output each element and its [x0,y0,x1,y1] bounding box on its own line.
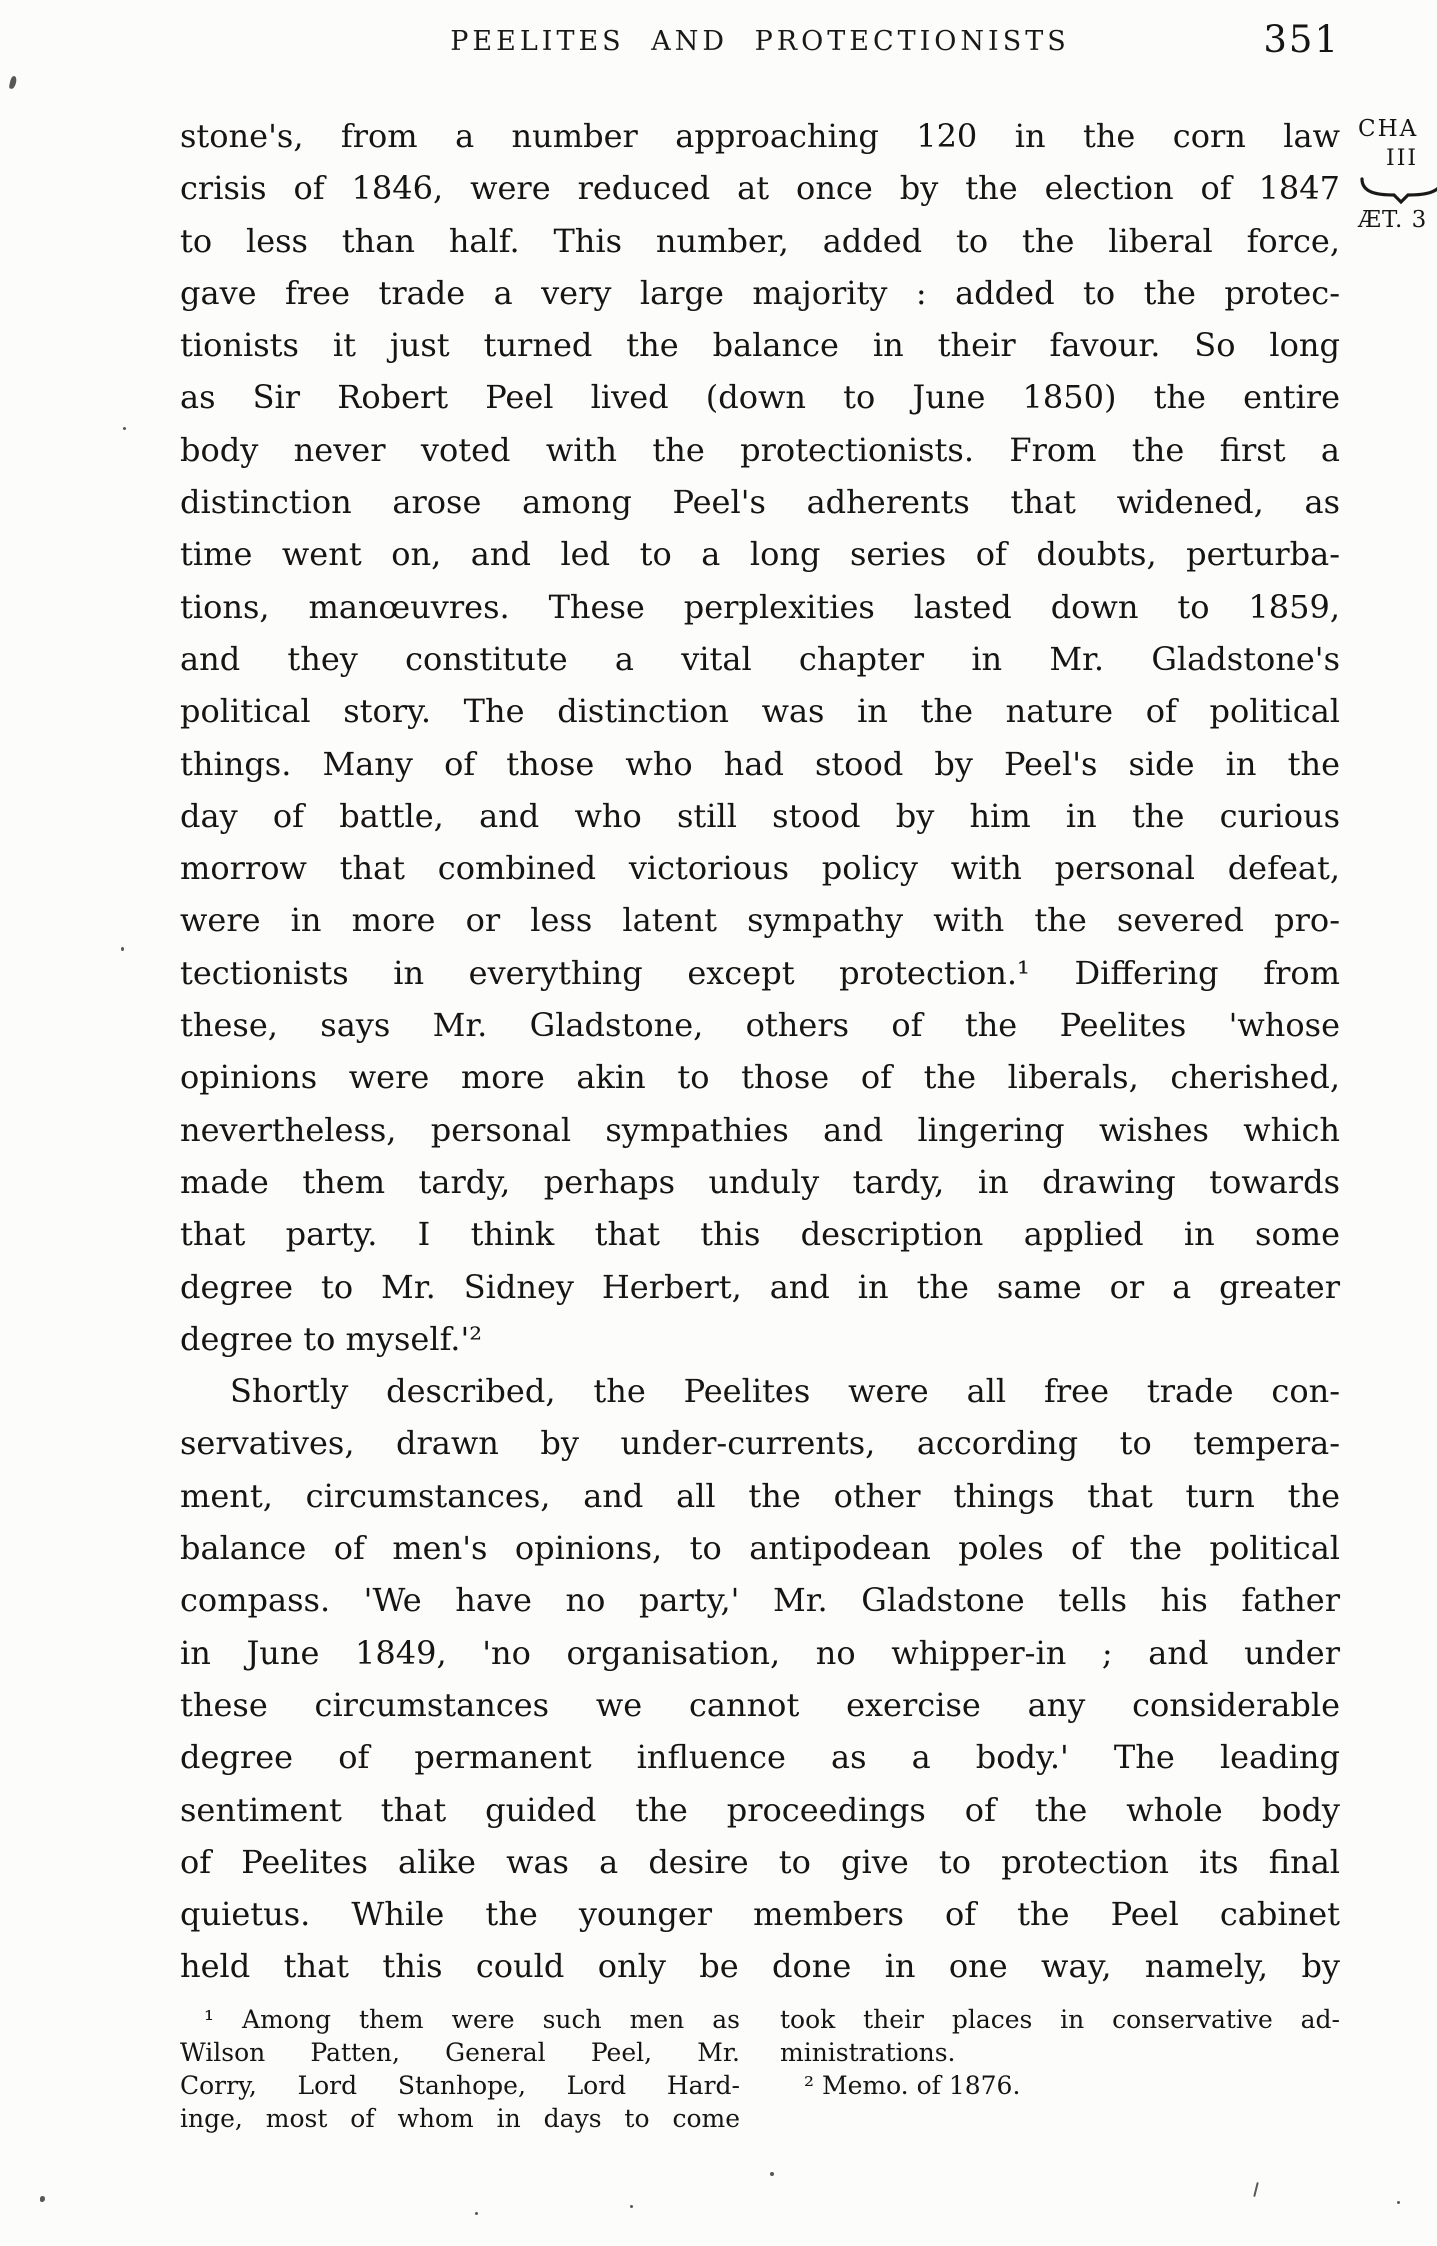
body-text-line: compass. 'We have no party,' Mr. Gladstone tells his father [180,1581,1340,1620]
scan-artifact [9,76,18,90]
footnote-line: Corry, Lord Stanhope, Lord Hard- [180,2071,740,2100]
body-text-line: stone's, from a number approaching 120 in the corn law [180,117,1340,155]
body-text-line: distinction arose among Peel's adherents that widened, as [180,483,1340,522]
body-text-line: degree to myself.'² [180,1319,483,1358]
page-body [180,110,1340,1993]
scan-artifact [630,2205,633,2208]
paragraph-2 [180,1365,1340,1993]
body-text-line: balance of men's opinions, to antipodean poles of the political [180,1529,1340,1568]
scan-artifact [40,2196,45,2202]
body-text-line: these, says Mr. Gladstone, others of the Peelites 'whose [180,1006,1340,1045]
paragraph-1 [180,110,1340,1365]
footnote-line: ministrations. [780,2038,956,2067]
margin-chapter-note [1358,116,1437,233]
body-text-line: gave free trade a very large majority : added to the protec- [180,273,1340,312]
body-text-line: Shortly described, the Peelites were all free trade con- [230,1372,1340,1411]
body-text-line: body never voted with the protectionists. From the first a [180,430,1340,469]
body-text-line: time went on, and led to a long series of doubts, perturba- [180,535,1340,574]
footnotes-section [180,2003,1340,2135]
body-text-line: crisis of 1846, were reduced at once by the election of 1847 [180,169,1340,208]
chapter-label-line2: III [1386,146,1419,171]
scan-artifact [770,2172,774,2176]
body-text-line: tectionists in everything except protection.¹ Differing from [180,953,1340,992]
age-label: ÆT. 3 [1358,207,1428,233]
body-text-line: as Sir Robert Peel lived (down to June 1850) the entire [180,378,1340,417]
body-text-line: that party. I think that this description applied in some [180,1215,1340,1254]
body-text-line: in June 1849, 'no organisation, no whipper-in ; and under [180,1633,1340,1672]
body-text-line: servatives, drawn by under-currents, according to tempera- [180,1424,1340,1463]
body-text-line: nevertheless, personal sympathies and lingering wishes which [180,1110,1340,1149]
body-text-line: day of battle, and who still stood by him in the curious [180,796,1340,835]
footnote-line: took their places in conservative ad- [780,2005,1340,2034]
scan-artifact [475,2212,478,2215]
brace-icon [1358,175,1437,205]
body-text-line: tionists it just turned the balance in their favour. So long [180,326,1340,365]
body-text-line: of Peelites alike was a desire to give to protection its final [180,1842,1340,1881]
body-text-line: tions, manœuvres. These perplexities lasted down to 1859, [180,587,1340,626]
body-text-line: degree of permanent influence as a body.' The leading [180,1738,1340,1777]
running-header: PEELITES AND PROTECTIONISTS [450,26,1070,57]
body-text-line: things. Many of those who had stood by Peel's side in the [180,744,1340,783]
page-number: 351 [1263,18,1340,61]
body-text-line: political story. The distinction was in the nature of political [180,692,1340,731]
footnote-line: ¹ Among them were such men as [204,2005,740,2034]
body-text-line: sentiment that guided the proceedings of the whole body [180,1790,1340,1829]
body-text-line: made them tardy, perhaps unduly tardy, in drawing towards [180,1162,1340,1201]
body-text-line: ment, circumstances, and all the other things that turn the [180,1476,1340,1515]
body-text-line: held that this could only be done in one way, namely, by [180,1947,1340,1986]
footnote-line: inge, most of whom in days to come [180,2104,740,2133]
scan-artifact [123,427,126,430]
body-text-line: degree to Mr. Sidney Herbert, and in the same or a greater [180,1267,1340,1306]
body-text-line: morrow that combined victorious policy with personal defeat, [180,849,1340,888]
footnote-column-left [180,2003,740,2135]
footnote-line: ² Memo. of 1876. [804,2071,1021,2100]
scan-artifact [1253,2182,1259,2197]
chapter-label-line1: CHA [1358,116,1419,142]
scan-artifact [121,947,124,951]
footnote-column-right [780,2003,1340,2135]
body-text-line: and they constitute a vital chapter in Mr. Gladstone's [180,639,1340,678]
footnote-line: Wilson Patten, General Peel, Mr. [180,2038,740,2067]
scan-artifact [1397,2201,1400,2204]
body-text-line: opinions were more akin to those of the liberals, cherished, [180,1058,1340,1097]
body-text-line: were in more or less latent sympathy with the severed pro- [180,901,1340,940]
body-text-line: these circumstances we cannot exercise any considerable [180,1685,1340,1724]
body-text-line: to less than half. This number, added to the liberal force, [180,221,1340,260]
page-header [180,18,1340,78]
body-text-line: quietus. While the younger members of the Peel cabinet [180,1895,1340,1934]
